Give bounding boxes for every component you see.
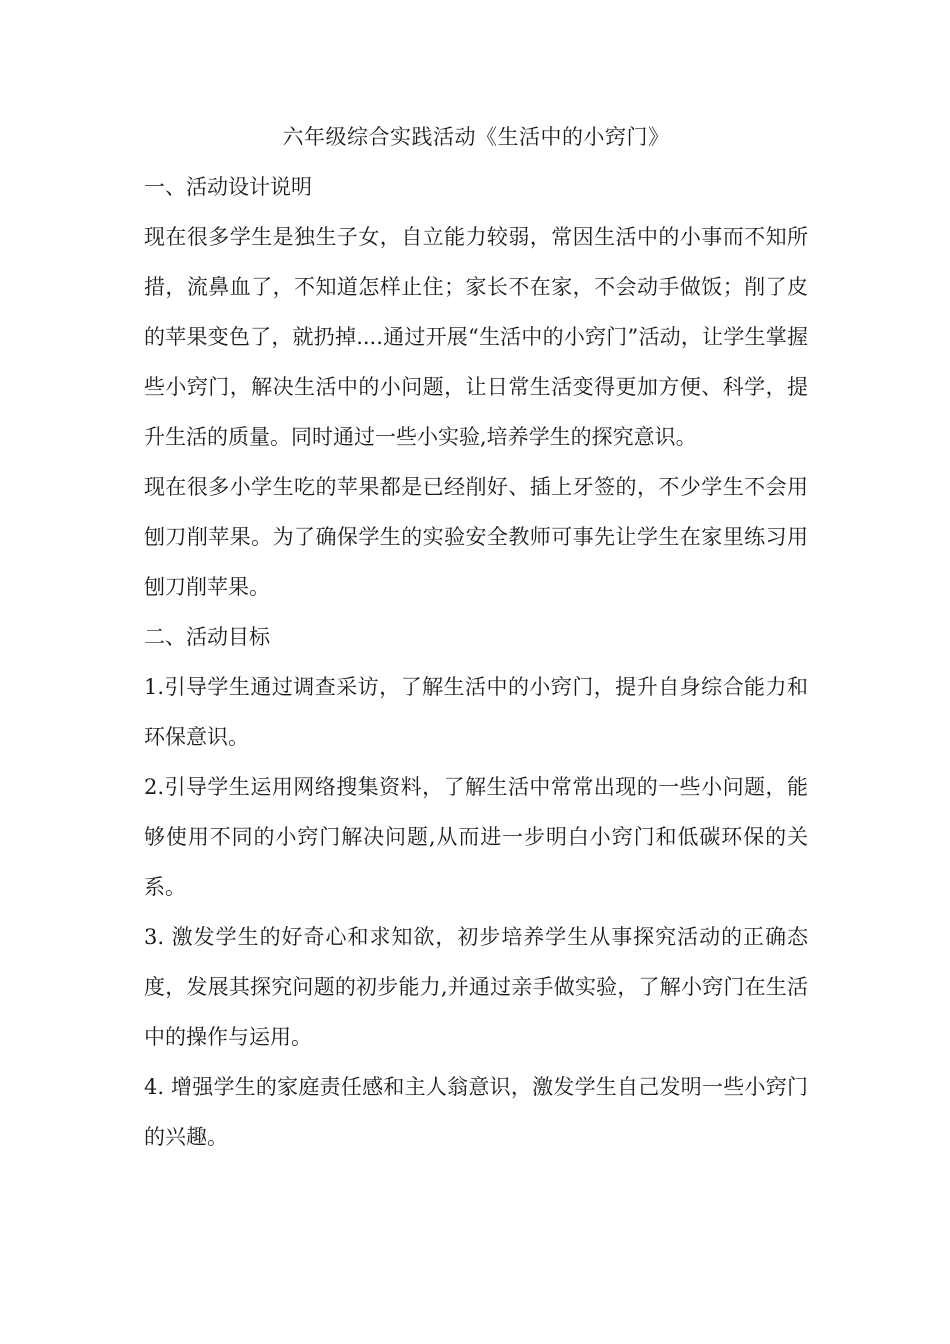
goal-item-2: 2.引导学生运用网络搜集资料，了解生活中常常出现的一些小问题，能够使用不同的小窍门解决问题,从而进一步明白小窍门和低碳环保的关系。 xyxy=(144,775,808,899)
section-heading-goals: 二、活动目标 xyxy=(144,625,270,649)
goal-item-1: 1.引导学生通过调查采访，了解生活中的小窍门，提升自身综合能力和环保意识。 xyxy=(144,675,808,749)
goal-item-3: 3. 激发学生的好奇心和求知欲，初步培养学生从事探究活动的正确态度，发展其探究问题的初步能力,并通过亲手做实验，了解小窍门在生活中的操作与运用。 xyxy=(144,925,808,1049)
goal-item-4: 4. 增强学生的家庭责任感和主人翁意识，激发学生自己发明一些小窍门的兴趣。 xyxy=(144,1075,808,1149)
document-content xyxy=(144,112,808,1162)
document-title: 六年级综合实践活动《生活中的小窍门》 xyxy=(282,125,670,149)
section-heading-design: 一、活动设计说明 xyxy=(144,175,312,199)
design-paragraph-2: 现在很多小学生吃的苹果都是已经削好、插上牙签的，不少学生不会用刨刀削苹果。为了确保学生的实验安全教师可事先让学生在家里练习用刨刀削苹果。 xyxy=(144,475,808,599)
design-paragraph-1: 现在很多学生是独生子女，自立能力较弱，常因生活中的小事而不知所措，流鼻血了，不知道怎样止住；家长不在家，不会动手做饭；削了皮的苹果变色了，就扔掉....通过开展“生活中的小窍门”活动，让学生掌握些小窍门，解决生活中的小问题，让日常生活变得更加方便、科学，提升生活的质量。同时通过一些小实验,培养学生的探究意识。 xyxy=(144,225,808,449)
